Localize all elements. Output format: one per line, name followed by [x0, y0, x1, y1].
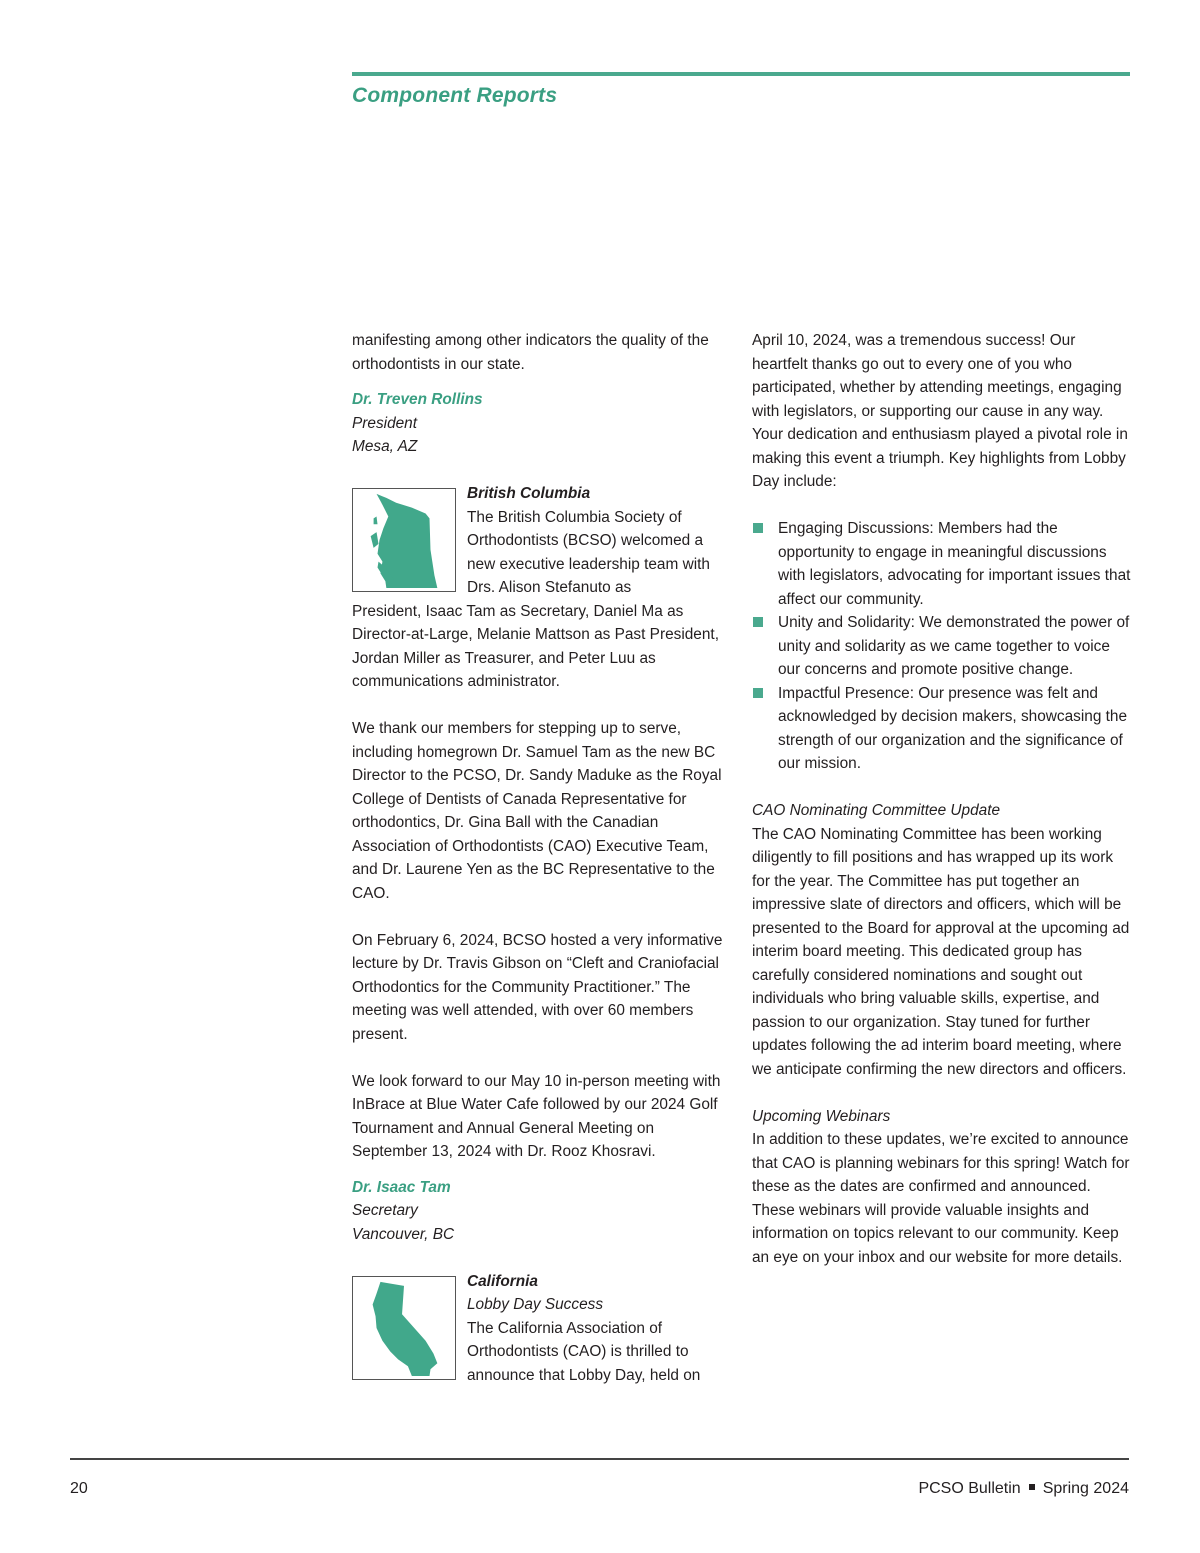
california-heading: California: [467, 1272, 538, 1290]
highlight-text: Unity and Solidarity: We demonstrated the power of unity and solidarity as we came together to voice our concerns and promote positive change.: [778, 614, 1130, 678]
signature-location: Vancouver, BC: [352, 1225, 455, 1243]
webinars-heading: Upcoming Webinars: [752, 1107, 891, 1125]
top-rule: [352, 72, 1130, 76]
section-title: Component Reports: [352, 84, 558, 107]
california-map-shape: [353, 1277, 455, 1379]
british-columbia-section: [352, 482, 730, 1246]
british-columbia-heading: British Columbia: [467, 485, 591, 502]
signature-name: Dr. Isaac Tam: [352, 1178, 451, 1196]
california-section: [352, 1270, 730, 1388]
footer-publication: [918, 1480, 1129, 1498]
signature-name: Dr. Treven Rollins: [352, 391, 483, 408]
left-column: [352, 329, 730, 1387]
separator-square-icon: [1029, 1484, 1035, 1490]
bc-paragraph-1-continuation: President, Isaac Tam as Secretary, Daniel Ma as Director-at-Large, Melanie Mattson as Past President, Jordan Miller as Treasurer, and Peter Luu as communications administrator.: [352, 602, 719, 690]
nominating-text: The CAO Nominating Committee has been working diligently to fill positions and has wrapped up its work for the year. The Committee has put together an impressive slate of directors and officers, which will be presented to the Board for approval at the upcoming ad interim board meeting. This dedicated group has carefully considered nominations and sought out individuals who bring valuable skills, expertise, and passion to our organization. Stay tuned for further updates following the ad interim board meeting, where we anticipate confirming the new directors and officers.: [752, 825, 1130, 1078]
british-columbia-map-icon: [352, 488, 456, 592]
california-map-icon: [352, 1276, 456, 1380]
bc-paragraph-3: On February 6, 2024, BCSO hosted a very informative lecture by Dr. Travis Gibson on “Cleft and Craniofacial Orthodontics for the Community Practitioner.” The meeting was well attended, with over 60 members present.: [352, 931, 723, 1043]
highlight-text: Impactful Presence: Our presence was felt and acknowledged by decision makers, showcasing the strength of our organization and the significance of our mission.: [778, 684, 1128, 772]
page-number: 20: [70, 1480, 88, 1497]
lobby-day-text: April 10, 2024, was a tremendous success! Our heartfelt thanks go out to every one of you who participated, whether by attending meetings, engaging with legislators, or supporting our cause in any way. Your dedication and enthusiasm played a pivotal role in making this event a triumph. Key highlights from Lobby Day include:: [752, 332, 1128, 490]
issue-label: Spring 2024: [1042, 1480, 1129, 1497]
intro-text: manifesting among other indicators the quality of the orthodontists in our state.: [352, 332, 709, 373]
right-column: [752, 329, 1132, 1269]
british-columbia-map-shape: [353, 489, 455, 591]
signature-title: President: [352, 414, 418, 432]
highlights-list: [752, 517, 1132, 776]
bottom-rule: [70, 1458, 1129, 1460]
list-item: [752, 611, 1132, 682]
webinars-text: In addition to these updates, we’re excited to announce that CAO is planning webinars for this spring! Watch for these as the dates are confirmed and announced. These webinars will provide valuable insights and information on topics relevant to our community. Keep an eye on your inbox and our website for more details.: [752, 1131, 1130, 1266]
signature-rollins: [352, 388, 730, 459]
list-item: [752, 517, 1132, 611]
california-text: The California Association of Orthodontists (CAO) is thrilled to announce that Lobby Day, held on: [467, 1319, 701, 1384]
bc-paragraph-4: We look forward to our May 10 in-person meeting with InBrace at Blue Water Cafe followed by our 2024 Golf Tournament and Annual General Meeting on September 13, 2024 with Dr. Rooz Khosravi.: [352, 1072, 721, 1160]
signature-title: Secretary: [352, 1202, 418, 1219]
bullet-square-icon: [753, 523, 763, 533]
bullet-square-icon: [753, 688, 763, 698]
bullet-square-icon: [753, 617, 763, 627]
list-item: [752, 682, 1132, 776]
bc-paragraph-2: We thank our members for stepping up to serve, including homegrown Dr. Samuel Tam as the new BC Director to the PCSO, Dr. Sandy Maduke as the Royal College of Dentists of Canada Representative for orthodontics, Dr. Gina Ball with the Canadian Association of Orthodontists (CAO) Executive Team, and Dr. Laurene Yen as the BC Representative to the CAO.: [352, 720, 722, 902]
signature-location: Mesa, AZ: [352, 438, 418, 455]
california-subheading: Lobby Day Success: [467, 1296, 604, 1313]
publication-name: PCSO Bulletin: [918, 1480, 1021, 1497]
signature-tam: [352, 1176, 730, 1247]
nominating-heading: CAO Nominating Committee Update: [752, 802, 1001, 819]
highlight-text: Engaging Discussions: Members had the opportunity to engage in meaningful discussions with legislators, advocating for important issues that affect our community.: [778, 520, 1131, 608]
bc-paragraph-1-opening: The British Columbia Society of Orthodontists (BCSO) welcomed a new executive leadership team with Drs. Alison Stefanuto as: [467, 508, 710, 596]
